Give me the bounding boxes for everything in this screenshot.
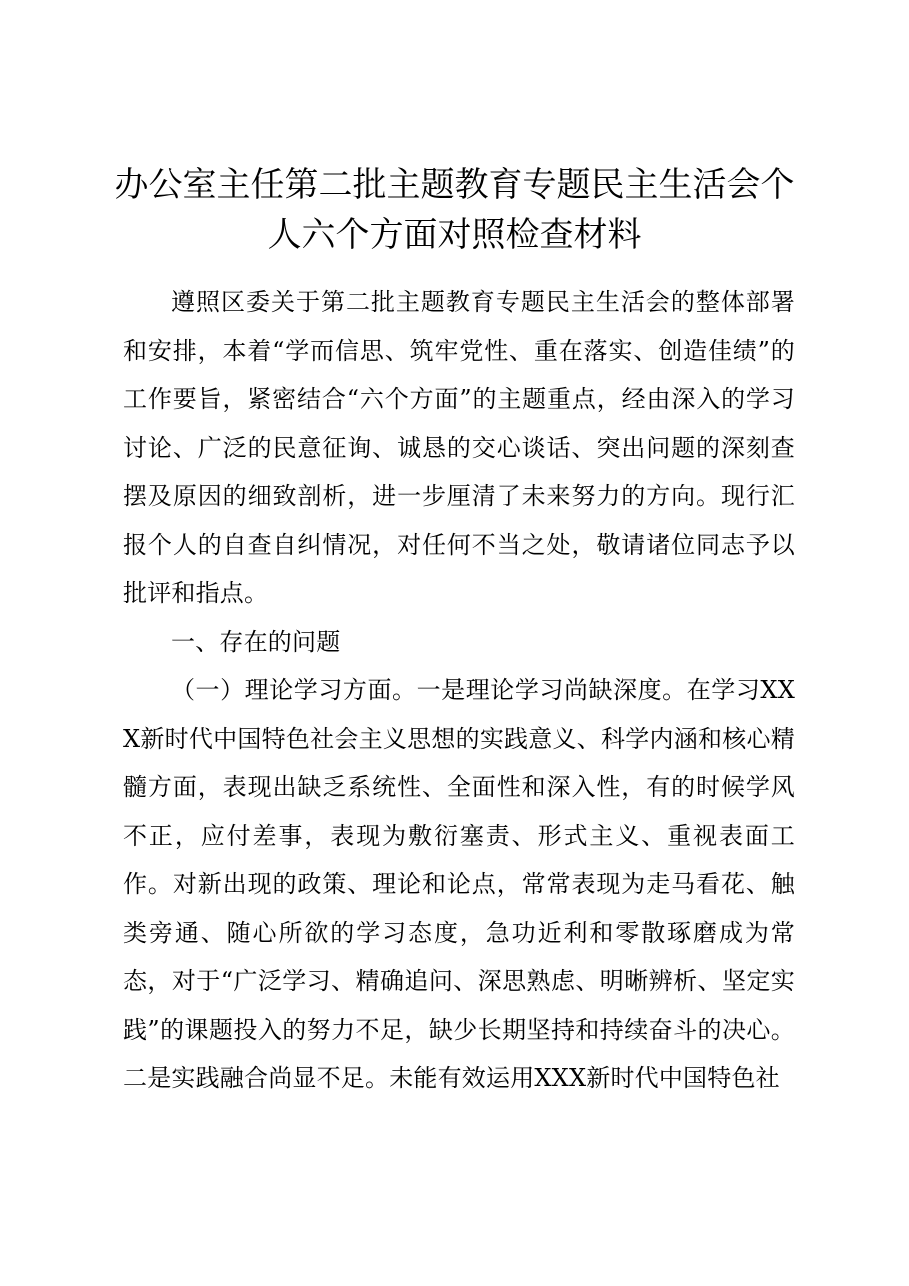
title-line-1: 办公室主任第二批主题教育专题民主生活会个 xyxy=(114,165,795,205)
section-heading: 一、存在的问题 xyxy=(171,627,341,656)
title-line-2: 人六个方面对照检查材料 xyxy=(267,215,642,255)
theory-study-paragraph: （一）理论学习方面。一是理论学习尚缺深度。在学习XXX新时代中国特色社会主义思想的实践意义、科学内涵和核心精髓方面，表现出缺乏系统性、全面性和深入性，有的时候学风不正，应付差事，表现为敷衍塞责、形式主义、重视表面工作。对新出现的政策、理论和论点，常常表现为走马看花、触类旁通、随心所欲的学习态度，急功近利和零散琢磨成为常态，对于“广泛学习、精确追问、深思熟虑、明晰辨析、坚定实践”的课题投入的努力不足，缺少长期坚持和持续奋斗的决心。二是实践融合尚显不足。未能有效运用XXX新时代中国特色社 xyxy=(123,676,795,1092)
document-title xyxy=(110,160,799,260)
document-body xyxy=(123,278,795,1103)
intro-paragraph: 遵照区委关于第二批主题教育专题民主生活会的整体部署和安排，本着“学而信思、筑牢党性、重在落实、创造佳绩”的工作要旨，紧密结合“六个方面”的主题重点，经由深入的学习讨论、广泛的民意征询、诚恳的交心谈话、突出问题的深刻查摆及原因的细致剖析，进一步厘清了未来努力的方向。现行汇报个人的自查自纠情况，对任何不当之处，敬请诸位同志予以批评和指点。 xyxy=(123,288,795,607)
